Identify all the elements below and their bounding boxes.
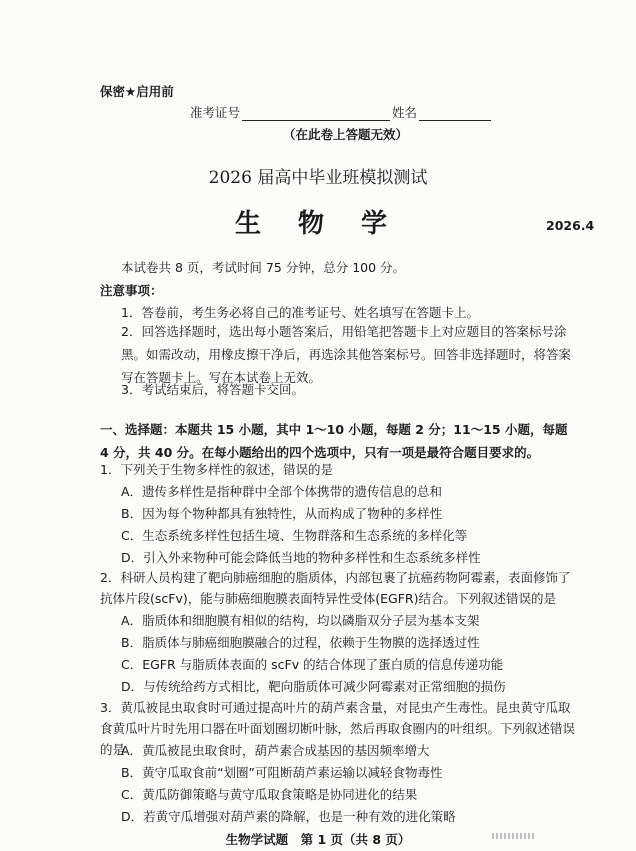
exam-info: 本试卷共 8 页，考试时间 75 分钟，总分 100 分。 [121, 260, 406, 275]
question-1-stem: 1．下列关于生物多样性的叙述，错误的是 [100, 462, 333, 477]
subject-title: 生 物 学 [234, 209, 402, 239]
scan-edge-mark [492, 833, 536, 839]
exam-date: 2026.4 [546, 218, 595, 233]
exam-number-blank[interactable] [242, 106, 390, 121]
exam-title: 2026 届高中毕业班模拟测试 [208, 168, 428, 188]
name-label: 姓名 [392, 105, 418, 120]
question-3-option-a: A．黄瓜被昆虫取食时，葫芦素合成基因的基因频率增大 [121, 743, 430, 758]
confidential-mark: 保密★启用前 [100, 84, 174, 99]
name-blank[interactable] [419, 106, 491, 121]
question-3-option-b: B．黄守瓜取食前“划圈”可阻断葫芦素运输以减轻食物毒性 [121, 765, 443, 780]
question-2-stem: 2．科研人员构建了靶向肺癌细胞的脂质体，内部包裹了抗癌药物阿霉素，表面修饰了抗体片段(scFv)，能与肺癌细胞膜表面特异性受体(EGFR)结合。下列叙述错误的是 [100, 570, 571, 606]
candidate-info-row [190, 103, 491, 121]
invalid-answer-note: （在此卷上答题无效） [283, 127, 409, 142]
note-3: 3．考试结束后，将答题卡交回。 [121, 382, 304, 397]
section-1-heading: 一、选择题：本题共 15 小题，其中 1～10 小题，每题 2 分；11～15 小题，每题 4 分，共 40 分。在每小题给出的四个选项中，只有一项是最符合题目要求的。 [100, 422, 568, 460]
question-3-stem: 3．黄瓜被昆虫取食时可通过提高叶片的葫芦素含量，对昆虫产生毒性。昆虫黄守瓜取食黄瓜叶片时先用口器在叶面划圈切断叶脉，然后再取食圈内的叶组织。下列叙述错误的是 [100, 700, 576, 757]
note-2-text: 2．回答选择题时，选出每小题答案后，用铅笔把答题卡上对应题目的答案标号涂黑。如需改动，用橡皮擦干净后，再选涂其他答案标号。回答非选择题时，将答案写在答题卡上。写在本试卷上无效。 [121, 324, 572, 385]
question-2-option-a: A．脂质体和细胞膜有相似的结构，均以磷脂双分子层为基本支架 [121, 613, 480, 628]
question-1-option-c: C．生态系统多样性包括生境、生物群落和生态系统的多样化等 [121, 528, 468, 543]
page-footer: 生物学试题 第 1 页（共 8 页） [225, 832, 411, 847]
question-1-option-d: D．引入外来物种可能会降低当地的物种多样性和生态系统多样性 [121, 550, 481, 565]
question-2-option-c: C．EGFR 与脂质体表面的 scFv 的结合体现了蛋白质的信息传递功能 [121, 657, 504, 672]
question-2-option-d: D．与传统给药方式相比，靶向脂质体可减少阿霉素对正常细胞的损伤 [121, 679, 506, 694]
notes-heading: 注意事项： [100, 283, 163, 298]
question-3-option-c: C．黄瓜防御策略与黄守瓜取食策略是协同进化的结果 [121, 787, 418, 802]
note-1: 1．答卷前，考生务必将自己的准考证号、姓名填写在答题卡上。 [121, 305, 479, 320]
exam-number-label: 准考证号 [190, 105, 241, 120]
question-2-option-b: B．脂质体与肺癌细胞膜融合的过程，依赖于生物膜的选择透过性 [121, 635, 480, 650]
question-3-option-d: D．若黄守瓜增强对葫芦素的降解，也是一种有效的进化策略 [121, 809, 456, 824]
question-1-option-a: A．遗传多样性是指种群中全部个体携带的遗传信息的总和 [121, 484, 443, 499]
question-1-option-b: B．因为每个物种都具有独特性，从而构成了物种的多样性 [121, 506, 443, 521]
